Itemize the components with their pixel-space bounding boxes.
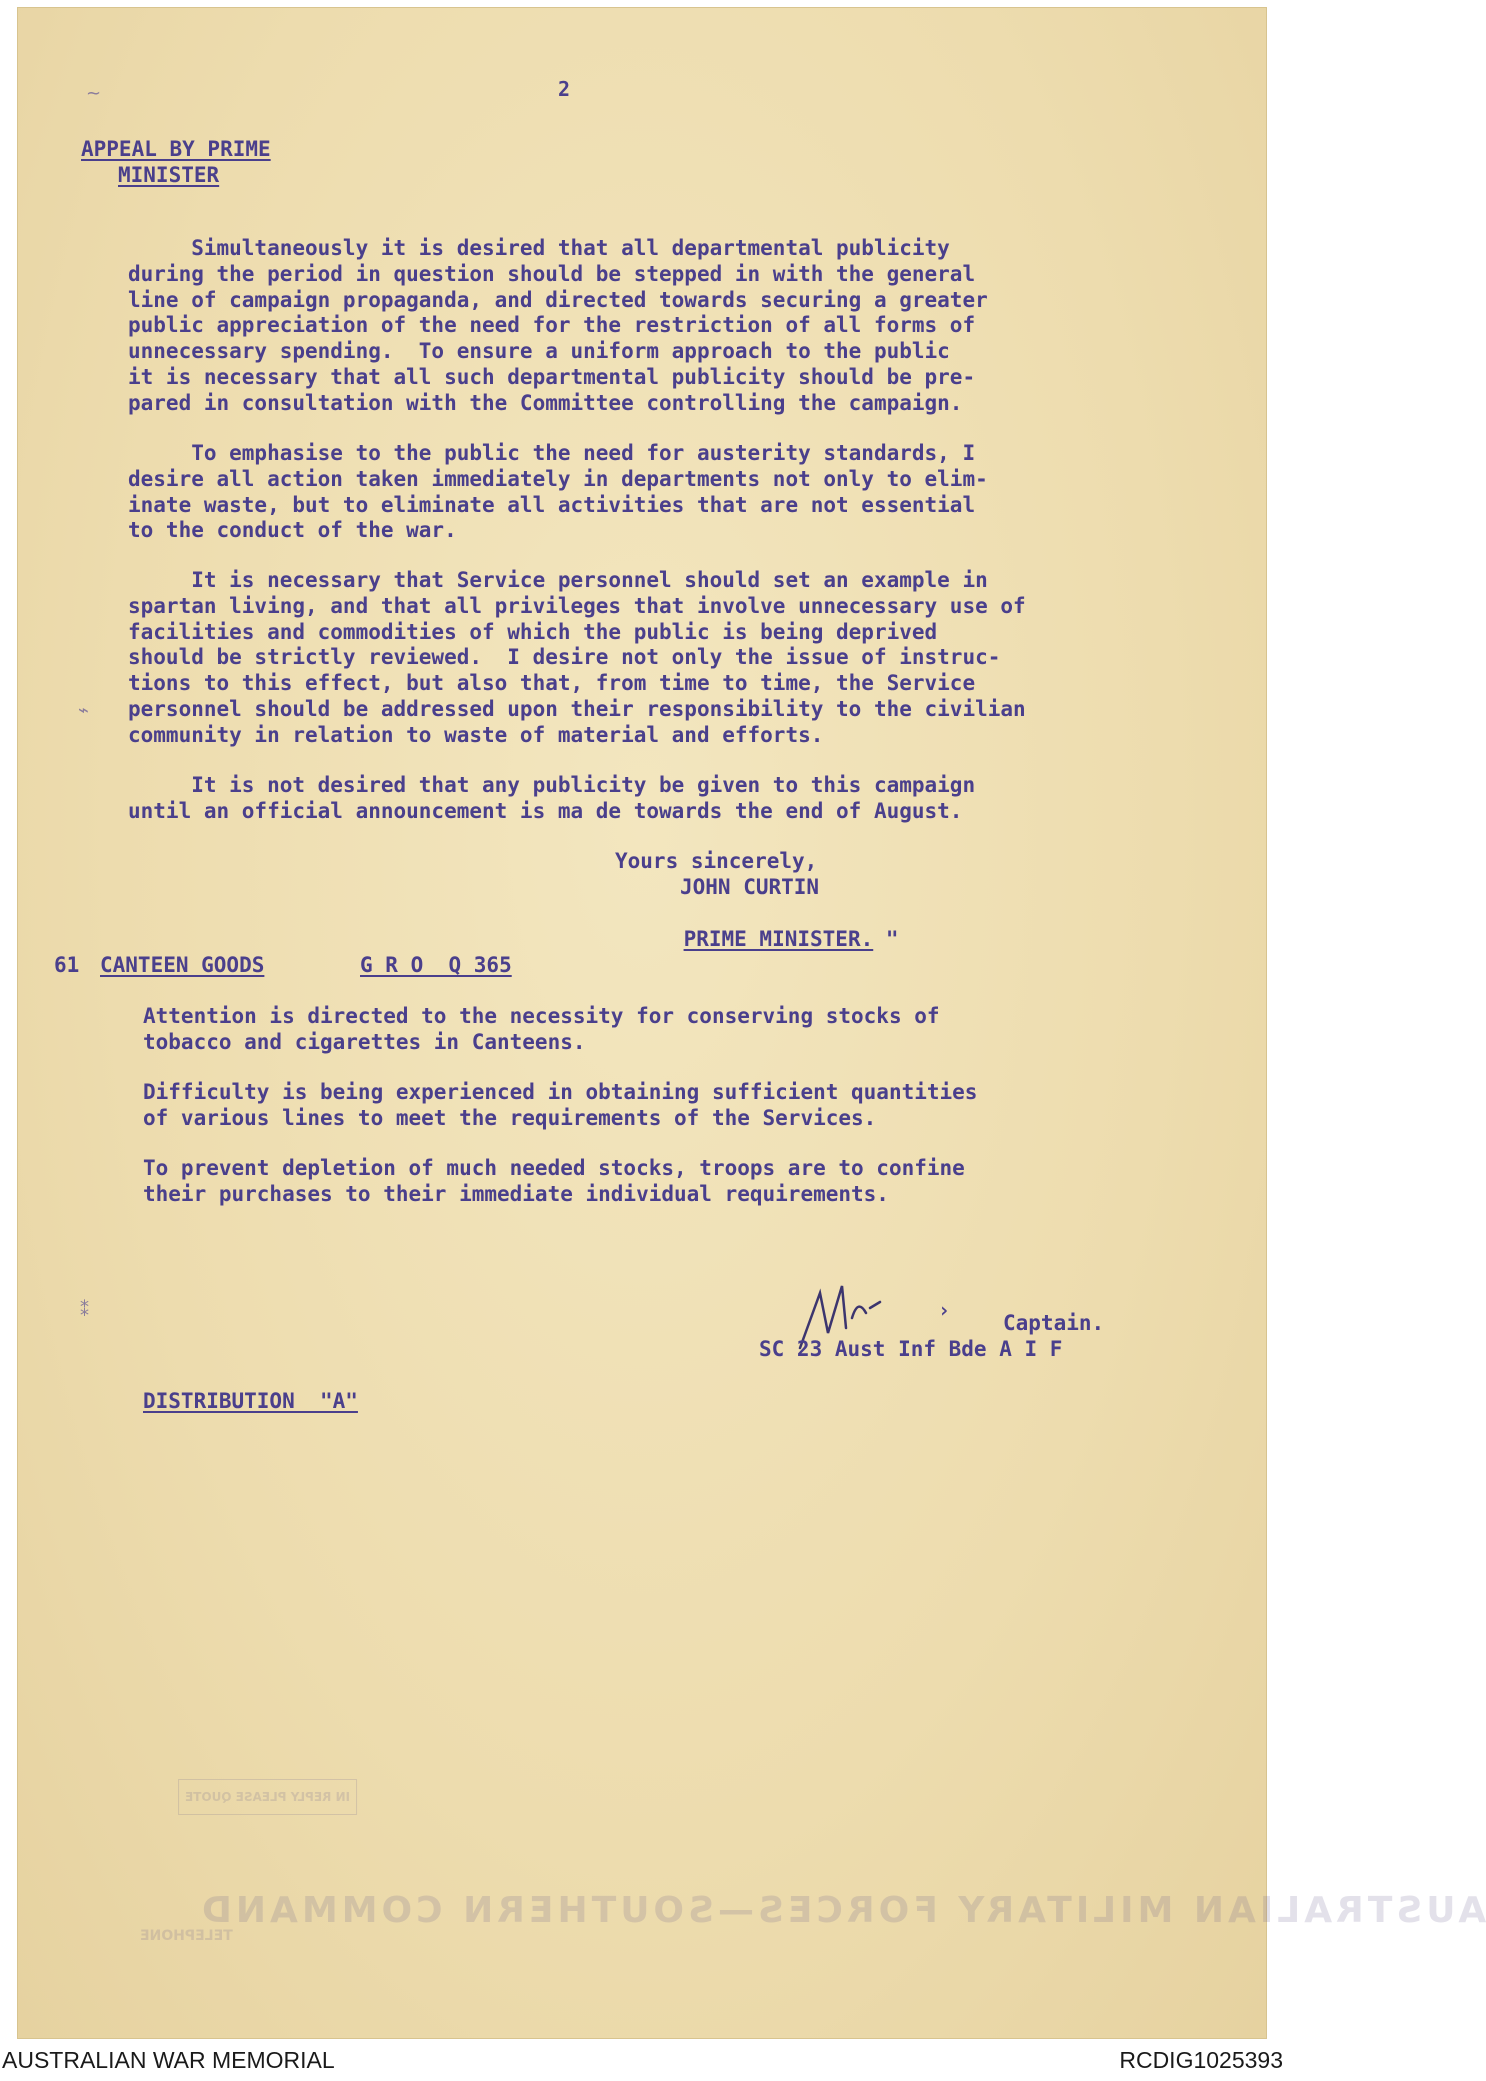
text-line: line of campaign propaganda, and directed towards securing a greater — [128, 287, 988, 312]
item-paragraph-3 — [143, 1156, 965, 1208]
text-line: tions to this effect, but also that, from time to time, the Service — [128, 671, 976, 696]
item-number: 61 — [54, 953, 80, 977]
letter-paragraph-2 — [128, 441, 988, 544]
signature-rank: Captain. — [1003, 1311, 1105, 1335]
text-line: during the period in question should be stepped in with the general — [128, 261, 976, 286]
signature-unit: SC 23 Aust Inf Bde A I F — [759, 1337, 1063, 1361]
footer-left: AUSTRALIAN WAR MEMORIAL — [2, 2047, 335, 2073]
text-line: facilities and commodities of which the public is being deprived — [128, 619, 938, 644]
signatory-title: PRIME MINISTER. — [683, 927, 874, 951]
signatory-title-line — [633, 900, 899, 978]
item-paragraph-2 — [143, 1080, 977, 1132]
text-line: personnel should be addressed upon their responsibility to the civilian — [128, 696, 1026, 721]
item-title: CANTEEN GOODS — [100, 953, 265, 977]
text-line: to the conduct of the war. — [128, 518, 457, 543]
text-line: inate waste, but to eliminate all activities that are not essential — [128, 492, 976, 517]
ink-smudge: ~ — [86, 83, 102, 104]
item-reference: G R O Q 365 — [360, 953, 512, 977]
margin-mark: ⁑ — [80, 1300, 89, 1321]
text-line: To prevent depletion of much needed stocks, troops are to confine — [143, 1156, 965, 1180]
text-line: Attention is directed to the necessity for conserving stocks of — [143, 1004, 940, 1028]
letter-paragraph-1 — [128, 236, 988, 417]
text-line: It is not desired that any publicity be given to this campaign — [128, 773, 976, 797]
text-line: community in relation to waste of material and efforts. — [128, 722, 824, 747]
text-line: tobacco and cigarettes in Canteens. — [143, 1029, 586, 1054]
text-line: their purchases to their immediate individual requirements. — [143, 1181, 889, 1206]
text-line: unnecessary spending. To ensure a uniform approach to the public — [128, 339, 950, 364]
bleed-through-telephone: TELEPHONE — [140, 1928, 233, 1944]
footer-right: RCDIG1025393 — [1119, 2047, 1283, 2073]
text-line: spartan living, and that all privileges that involve unnecessary use of — [128, 593, 1026, 618]
signature-tick: › — [938, 1298, 951, 1322]
heading-line-2: MINISTER — [118, 163, 220, 187]
page-number: 2 — [558, 77, 571, 101]
margin-mark: ⌁ — [78, 700, 89, 721]
text-line: To emphasise to the public the need for austerity standards, I — [128, 441, 976, 465]
heading-line-1: APPEAL BY PRIME — [81, 137, 271, 161]
text-line: desire all action taken immediately in departments not only to elim- — [128, 466, 988, 491]
distribution-line: DISTRIBUTION "A" — [143, 1389, 358, 1413]
bleed-through-letterhead: AUSTRALIAN MILITARY FORCES—SOUTHERN COMMAND — [198, 1890, 1486, 1931]
bleed-through-reply: IN REPLY PLEASE QUOTE — [178, 1779, 357, 1815]
document-page — [18, 8, 1486, 2038]
item-paragraph-1 — [143, 1004, 940, 1056]
text-line: it is necessary that all such departmental publicity should be pre- — [128, 364, 976, 389]
signatory-name: JOHN CURTIN — [680, 875, 820, 899]
letter-paragraph-4 — [128, 773, 975, 825]
text-line: Difficulty is being experienced in obtaining sufficient quantities — [143, 1080, 978, 1104]
text-line: Simultaneously it is desired that all departmental publicity — [128, 236, 950, 260]
closing-salutation: Yours sincerely, — [615, 849, 818, 873]
closing-quote-mark: " — [885, 927, 899, 951]
text-line: until an official announcement is ma de towards the end of August. — [128, 798, 963, 823]
letter-paragraph-3 — [128, 568, 1026, 749]
text-line: should be strictly reviewed. I desire not only the issue of instruc- — [128, 645, 1001, 670]
text-line: pared in consultation with the Committee controlling the campaign. — [128, 390, 963, 415]
text-line: public appreciation of the need for the restriction of all forms of — [128, 313, 976, 338]
text-line: of various lines to meet the requirements of the Services. — [143, 1105, 877, 1130]
text-line: It is necessary that Service personnel should set an example in — [128, 568, 988, 592]
